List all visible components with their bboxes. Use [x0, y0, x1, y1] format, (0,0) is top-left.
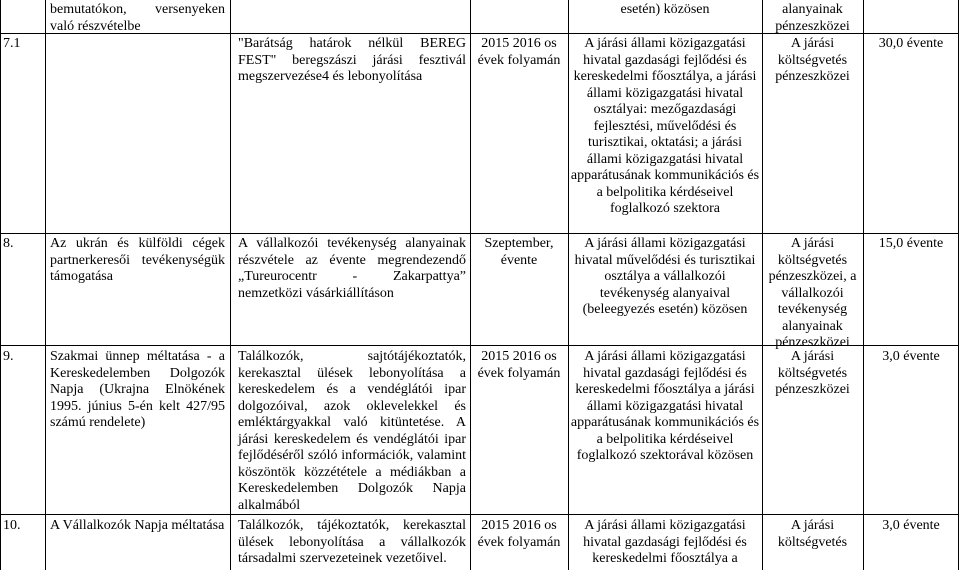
row-divider	[0, 514, 959, 515]
funding-cell: A járási költségvetés	[777, 518, 848, 550]
table-border-left	[0, 0, 1, 570]
table-border-right	[958, 0, 959, 570]
funding-line: alanyainak	[782, 2, 843, 17]
row-number: 8.	[3, 236, 14, 251]
responsible-cell: A járási állami közigazgatási hivatal gazdasági fejlődési és kereskedelmi főosztálya, a járási állami közigazgatási hivatal osztályai: mezőgazdasági fejlesztési, művelődési és turisztikai, oktatási; a járási állami közigazgatási hivatal apparátusának kommunikációs és a belpolitika kérdéseivel foglalkozó szektora	[570, 36, 760, 216]
responsible-cell: A járási állami közigazgatási hivatal művelődési és turisztikai osztálya a vállalkozói tevékenység alanyaival (beleegyezés esetén) közösen	[574, 236, 756, 317]
funding-cell-continued	[764, 2, 861, 35]
column-divider	[863, 0, 864, 570]
funding-cell: A járási költségvetés pénzeszközei, a vállalkozói tevékenység alanyainak pénzeszközei	[768, 236, 857, 350]
funding-cell: A járási költségvetés pénzeszközei	[775, 36, 850, 84]
funding-line: pénzeszközei	[775, 18, 850, 34]
row-divider	[0, 233, 959, 234]
amount-cell: 3,0 évente	[882, 518, 940, 533]
time-cell: 2015 2016 os évek folyamán	[477, 349, 561, 381]
event-cell: Találkozók, tájékoztatók, kerekasztal ülések lebonyolítása a vállalkozók társadalmi szervezeteinek vezetőivel.	[238, 518, 466, 566]
activity-cell: Szakmai ünnep méltatása - a Kereskedelemben Dolgozók Napja (Ukrajna Elnökének 1995. június 5-én kelt 427/95 számú rendelete)	[50, 349, 225, 430]
activity-line: való részvételbe	[50, 18, 141, 34]
column-divider	[568, 0, 569, 570]
row-number: 7.1	[3, 36, 21, 51]
amount-cell: 3,0 évente	[882, 349, 940, 364]
funding-cell: A járási költségvetés pénzeszközei	[775, 349, 850, 397]
event-cell: Találkozók, sajtótájékoztatók, kerekasztal ülések lebonyolítása a kereskedelem és a vendéglátói ipar dolgozóival, azok oklevelekkel és emléktárgyakkal való kitüntetése. A járási kereskedelem és vendéglátói ipar fejlődéséről szóló információk, valamint köszöntök közzététele a médiákban a Kereskedelemben Dolgozók Napja alkalmából	[238, 349, 466, 513]
activity-cell: A Vállalkozók Napja méltatása	[50, 518, 225, 533]
activity-line: bemutatókon, versenyeken	[50, 2, 225, 17]
column-divider	[762, 0, 763, 570]
amount-cell: 15,0 évente	[878, 236, 944, 251]
amount-cell: 30,0 évente	[878, 36, 944, 51]
activity-cell: Az ukrán és külföldi cégek partnerkeresői tevékenységük támogatása	[50, 236, 225, 284]
responsible-cell-continued: esetén) közösen	[620, 2, 710, 17]
time-cell: 2015 2016 os évek folyamán	[477, 36, 561, 68]
row-number: 9.	[3, 349, 14, 364]
column-divider	[470, 0, 471, 570]
responsible-cell: A járási állami közigazgatási hivatal gazdasági fejlődési és kereskedelmi főosztálya a	[583, 518, 747, 566]
activity-cell-continued	[50, 2, 225, 35]
time-cell: 2015 2016 os évek folyamán	[477, 518, 561, 550]
column-divider	[45, 0, 46, 570]
time-cell: Szeptember, évente	[484, 236, 554, 268]
event-cell: "Barátság határok nélkül BEREG FEST" beregszászi járási fesztivál megszervezése4 és lebonyolítása	[238, 36, 466, 84]
row-number: 10.	[3, 518, 21, 533]
event-cell: A vállalkozói tevékenység alanyainak részvétele az évente megrendezendő „Tureurocentr - Zakarpattya” nemzetközi vásárkiállításon	[238, 236, 466, 301]
column-divider	[230, 0, 231, 570]
responsible-cell: A járási állami közigazgatási hivatal gazdasági fejlődési és kereskedelmi főosztálya a járási állami közigazgatási hivatal apparátusának kommunikációs és a belpolitika kérdéseivel foglalkozó szektorával közösen	[570, 349, 760, 463]
